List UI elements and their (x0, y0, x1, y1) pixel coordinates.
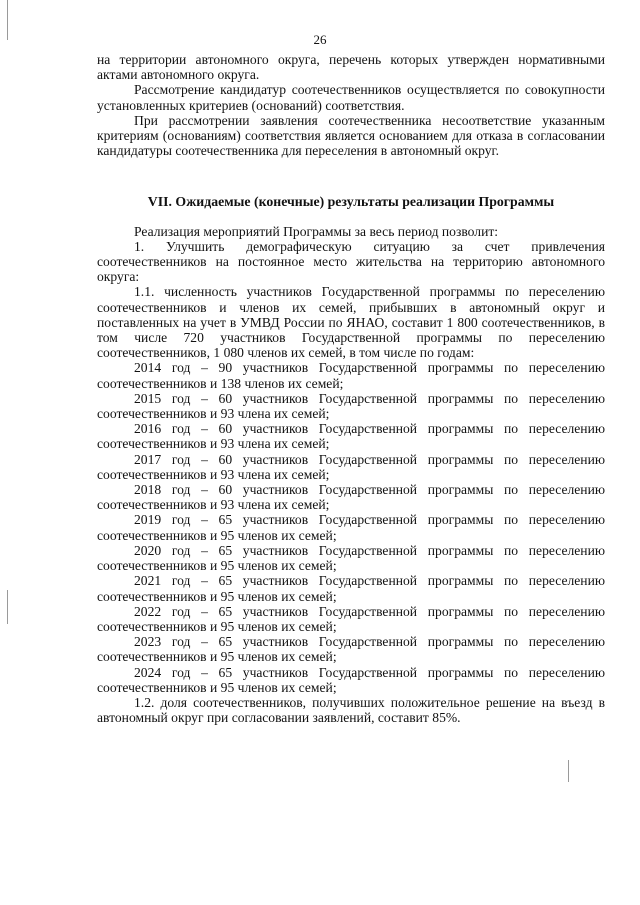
year-item-2021: 2021 год – 65 участников Государственной программы по переселению соотечественников и 95 членов их семей; (97, 573, 605, 604)
list-item-1: 1. Улучшить демографическую ситуацию за счет привлечения соотечественников на постоянное место жительства на территорию автономного округа: (97, 238, 605, 285)
year-item-2023: 2023 год – 65 участников Государственной программы по переселению соотечественников и 95 членов их семей; (97, 634, 605, 665)
year-item-2015: 2015 год – 60 участников Государственной программы по переселению соотечественников и 93 члена их семей; (97, 390, 605, 422)
year-item-2022: 2022 год – 65 участников Государственной программы по переселению соотечественников и 95 членов их семей; (97, 603, 605, 634)
year-item-2014: 2014 год – 90 участников Государственной программы по переселению соотечественников и 138 членов их семей; (97, 360, 605, 391)
document-body (97, 52, 605, 725)
page-number: 26 (313, 32, 327, 47)
year-item-2020: 2020 год – 65 участников Государственной программы по переселению соотечественников и 95 членов их семей; (97, 542, 605, 574)
year-list (97, 360, 605, 694)
list-item-1-1: 1.1. численность участников Государственной программы по переселению соотечественников и членов их семей, прибывших в автономный округ и поставленных на учет в УМВД России по ЯНАО, составит 1 800 соотечественников, в том числе 720 участников Государственной программы по переселению соотечественников, 1 080 членов их семей, в том числе по годам: (97, 284, 605, 361)
paragraph-review: Рассмотрение кандидатур соотечественников осуществляется по совокупности установленных критериев (оснований) соответствия. (97, 82, 605, 113)
year-item-2018: 2018 год – 60 участников Государственной программы по переселению соотечественников и 93 члена их семей; (97, 482, 605, 513)
list-item-1-2: 1.2. доля соотечественников, получивших положительное решение на въезд в автономный округ при согласовании заявлений, составит 85%. (97, 694, 605, 726)
year-item-2019: 2019 год – 65 участников Государственной программы по переселению соотечественников и 95 членов их семей; (97, 512, 605, 543)
year-item-2016: 2016 год – 60 участников Государственной программы по переселению соотечественников и 93 члена их семей; (97, 421, 605, 452)
section-lead: Реализация мероприятий Программы за весь период позволит: (134, 223, 499, 239)
scan-artifact-mark (568, 760, 569, 782)
section-title: VII. Ожидаемые (конечные) результаты реализации Программы (147, 194, 555, 210)
scan-artifact-mark (7, 590, 8, 624)
paragraph-refusal: При рассмотрении заявления соотечественника несоответствие указанным критериям (основаниям) соответствия является основанием для отказа в согласовании кандидатуры соотечественника для переселения в автономный округ. (97, 112, 605, 159)
year-item-2024: 2024 год – 65 участников Государственной программы по переселению соотечественников и 95 членов их семей; (97, 664, 605, 695)
paragraph-intro-continuation: на территории автономного округа, перечень которых утвержден нормативными актами автономного округа. (97, 52, 605, 83)
year-item-2017: 2017 год – 60 участников Государственной программы по переселению соотечественников и 93 члена их семей; (97, 451, 605, 482)
